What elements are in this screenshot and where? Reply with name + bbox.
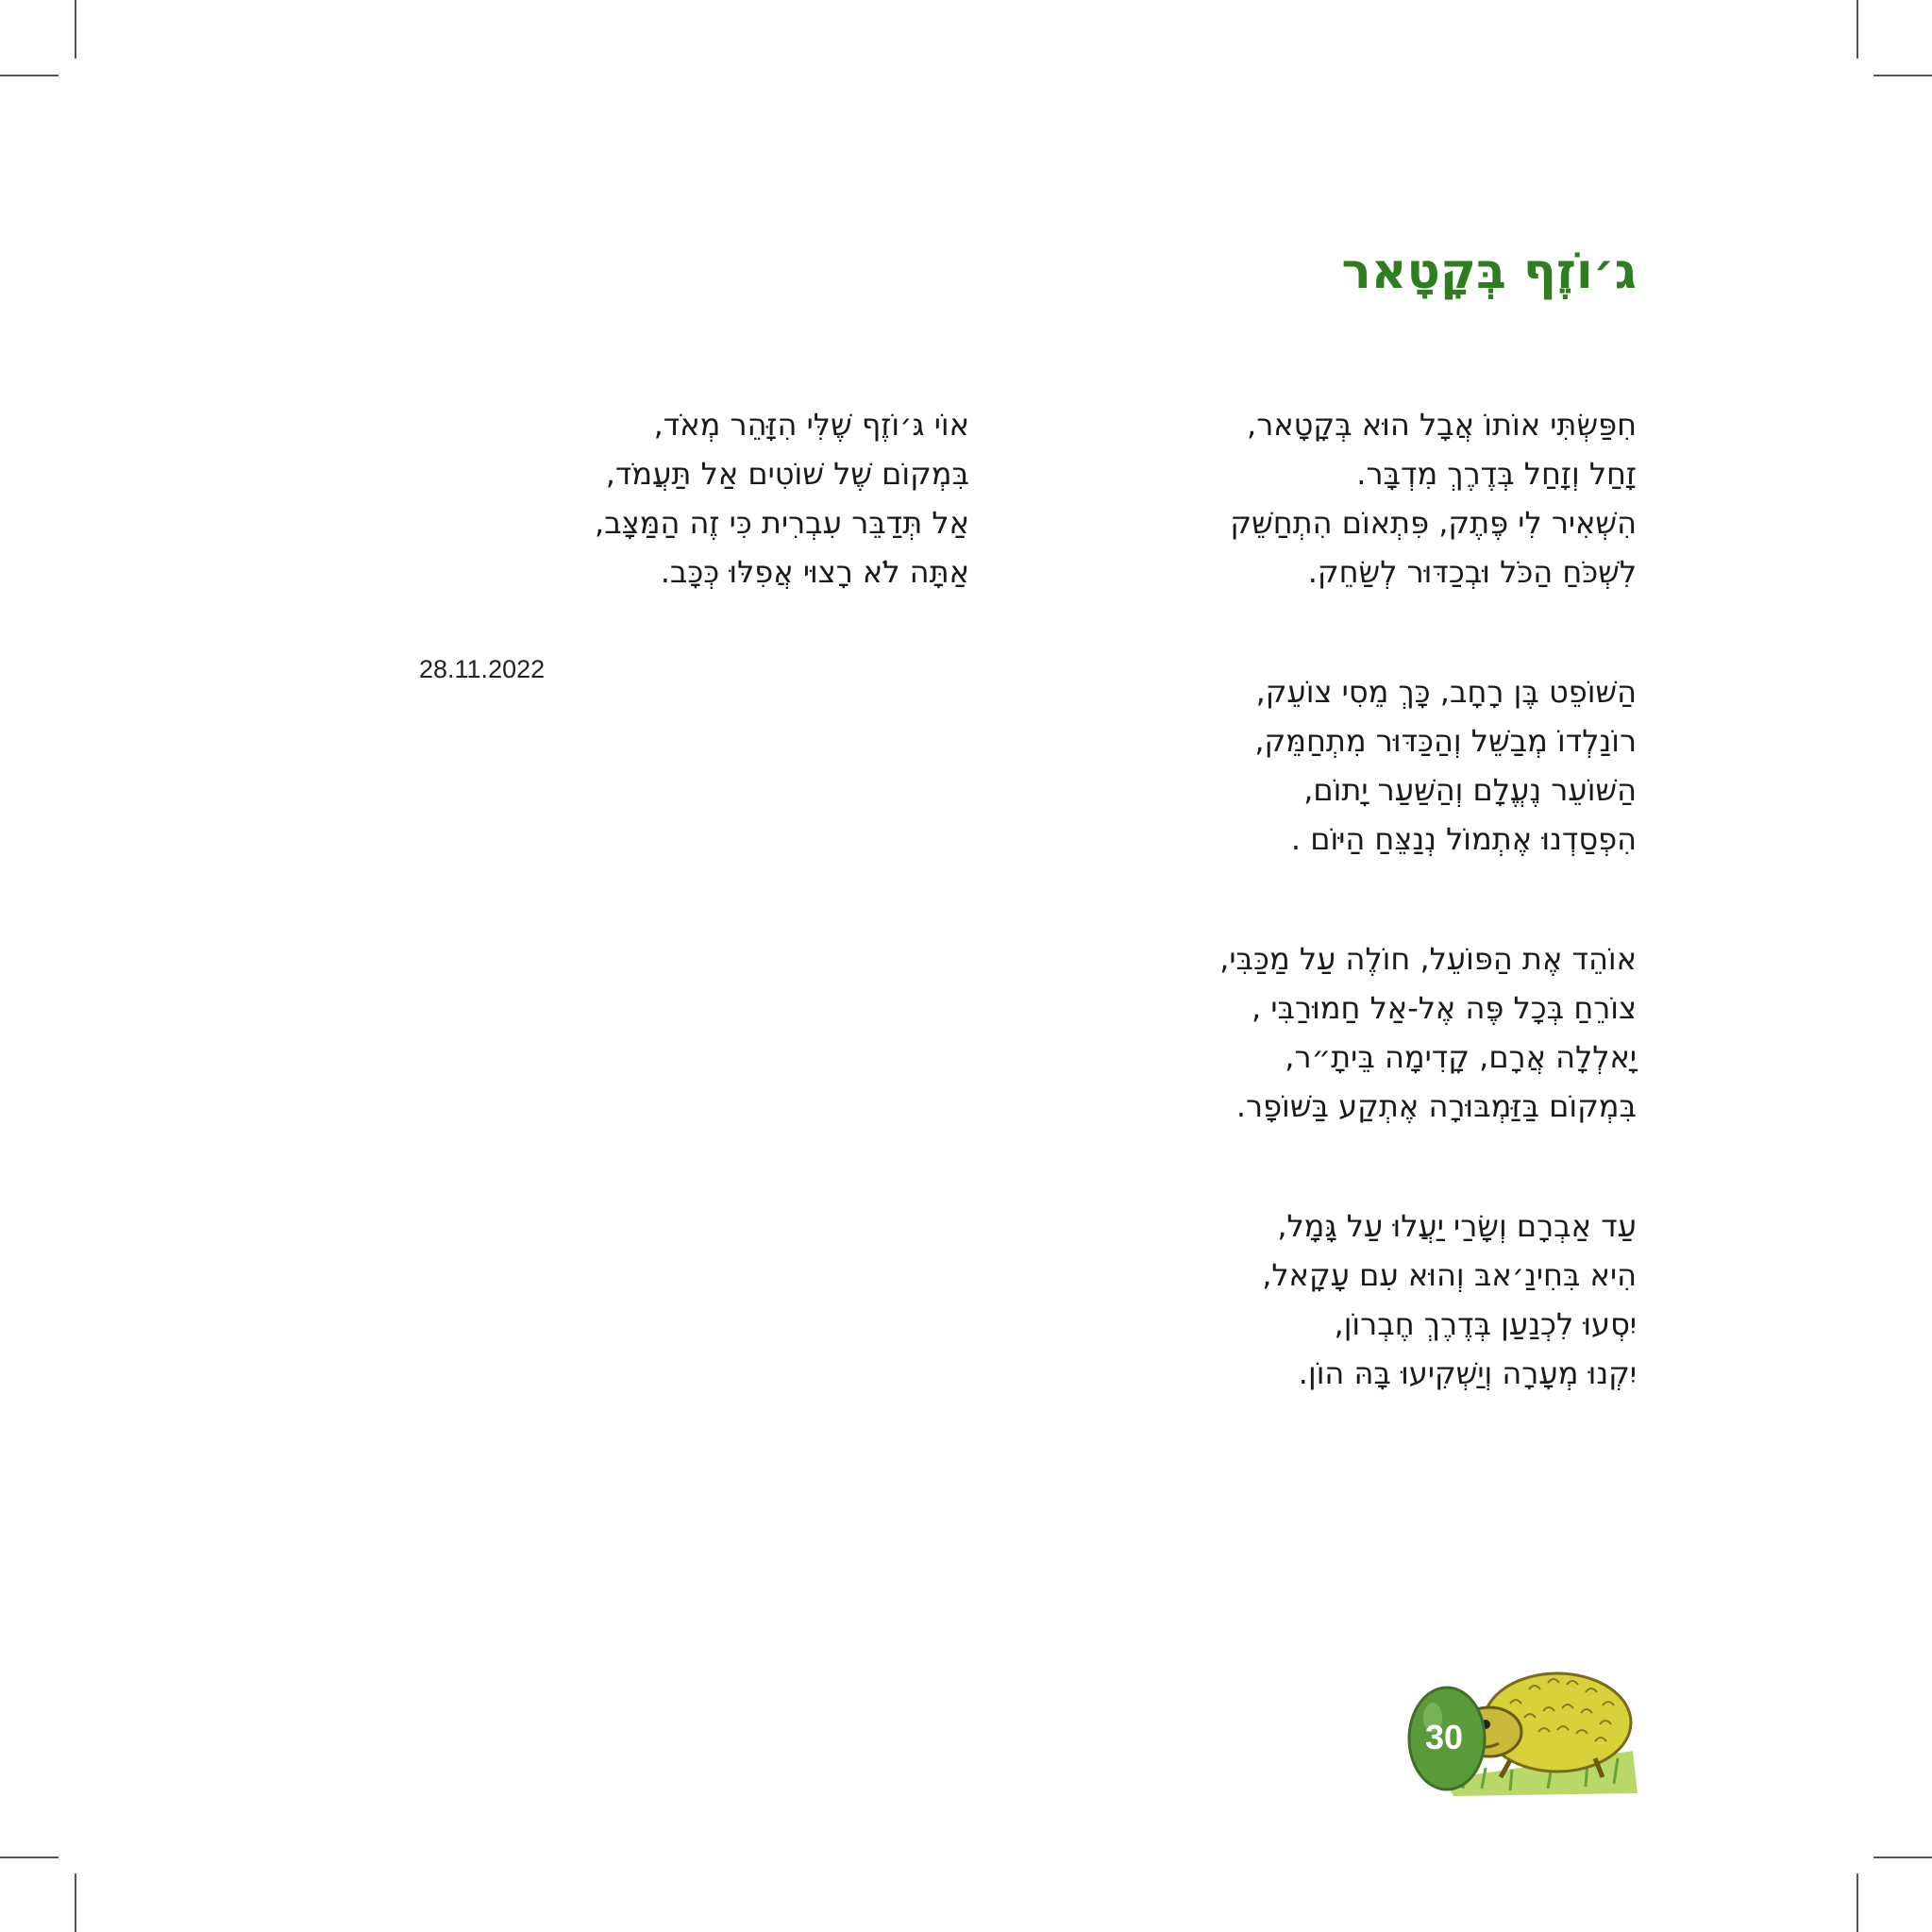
poem-line: עַד אַבְרָם וְשָׂרַי יַעֲלוּ עַל גָּמָל, [1277, 1208, 1637, 1244]
crop-mark [0, 1856, 59, 1858]
crop-mark [1873, 75, 1932, 76]
poem-line: הַשּׁוֹעֵר נֶעֱלָם וְהַשַּׁעַר יָתוֹם, [1303, 772, 1637, 808]
poem-line: אוֹהֵד אֶת הַפּוֹעֵל, חוֹלֶה עַל מַכַּבִּי, [1219, 941, 1637, 977]
poem-line: זָחַל וְזָחַל בְּדֶרֶךְ מִדְבָּר. [1356, 456, 1637, 492]
stanza [441, 400, 969, 596]
page-number: 30 [1424, 1718, 1464, 1756]
crop-mark [75, 1873, 76, 1932]
crop-mark [1856, 0, 1858, 59]
stanza [1108, 667, 1637, 864]
poem-line: לִשְׁכֹּחַ הַכֹּל וּבְכַדּוּר לְשַׂחֵק. [1307, 554, 1637, 590]
stanza [1108, 934, 1637, 1131]
crop-mark [75, 0, 76, 59]
stanza [1108, 1201, 1637, 1398]
crop-mark [0, 75, 59, 76]
poem-line: אוֹי גּ׳וֹזֶף שֶׁלִּי הִזָּהֵר מְאֹד, [653, 407, 969, 443]
poem-line: הִשְׁאִיר לִי פֶּתֶק, פִּתְאוֹם הִתְחַשֵּׁק [1230, 505, 1637, 541]
poem-column-right [1108, 400, 1637, 1469]
crop-mark [1873, 1856, 1932, 1858]
poem-date: 28.11.2022 [419, 655, 546, 683]
poem-title: ג׳וֹזֶף בְּקָטָאר [1341, 244, 1637, 300]
poem-line: הִפְסַדְנוּ אֶתְמוֹל נְנַצֵּחַ הַיּוֹם . [1290, 821, 1637, 857]
poem-line: חִפַּשְׂתִּי אוֹתוֹ אֲבָל הוּא בְּקָטָאר, [1247, 407, 1637, 443]
poem-column-left [441, 400, 969, 667]
poem-line: יִסְעוּ לִכְנַעַן בְּדֶרֶךְ חֶבְרוֹן, [1334, 1306, 1637, 1342]
crop-mark [1856, 1873, 1858, 1932]
poem-line: בִּמְקוֹם בַּזַּמְבּוּרָה אֶתְקַע בַּשּׁוֹפָר. [1235, 1088, 1637, 1124]
poem-line: יִקְנוּ מְעָרָה וְיַשְׁקִיעוּ בָּהּ הוֹן. [1298, 1355, 1637, 1391]
poem-line: יָאלְלָה אֲרָם, קָדִימָה בֵּיתָ״ר, [1285, 1039, 1637, 1075]
stanza [1108, 400, 1637, 596]
poem-line: רוֹנַלְדוֹ מְבַשֵּׁל וְהַכַּדּוּר מִתְחַמֵּק, [1254, 723, 1637, 759]
poem-line: בִּמְקוֹם שֶׁל שׁוֹטִים אַל תַּעֲמֹד, [605, 456, 969, 492]
poem-line: צוֹרֵחַ בְּכָל פֶּה אֶל-אַל חַמוּרַבִּי , [1252, 990, 1637, 1026]
poem-line: הִיא בִּחִינַ׳אבּ וְהוּא עִם עָקָאל, [1262, 1257, 1637, 1293]
poem-line: הַשּׁוֹפֵט בֶּן רָחָב, כָּךְ מֵסִי צוֹעֵק, [1255, 674, 1637, 710]
poem-line: אַתָּה לֹא רָצוּי אֲפִלּוּ כְּכָּב. [660, 554, 969, 590]
poem-line: אַל תְּדַבֵּר עִבְרִית כִּי זֶה הַמַּצָּב, [595, 505, 969, 541]
